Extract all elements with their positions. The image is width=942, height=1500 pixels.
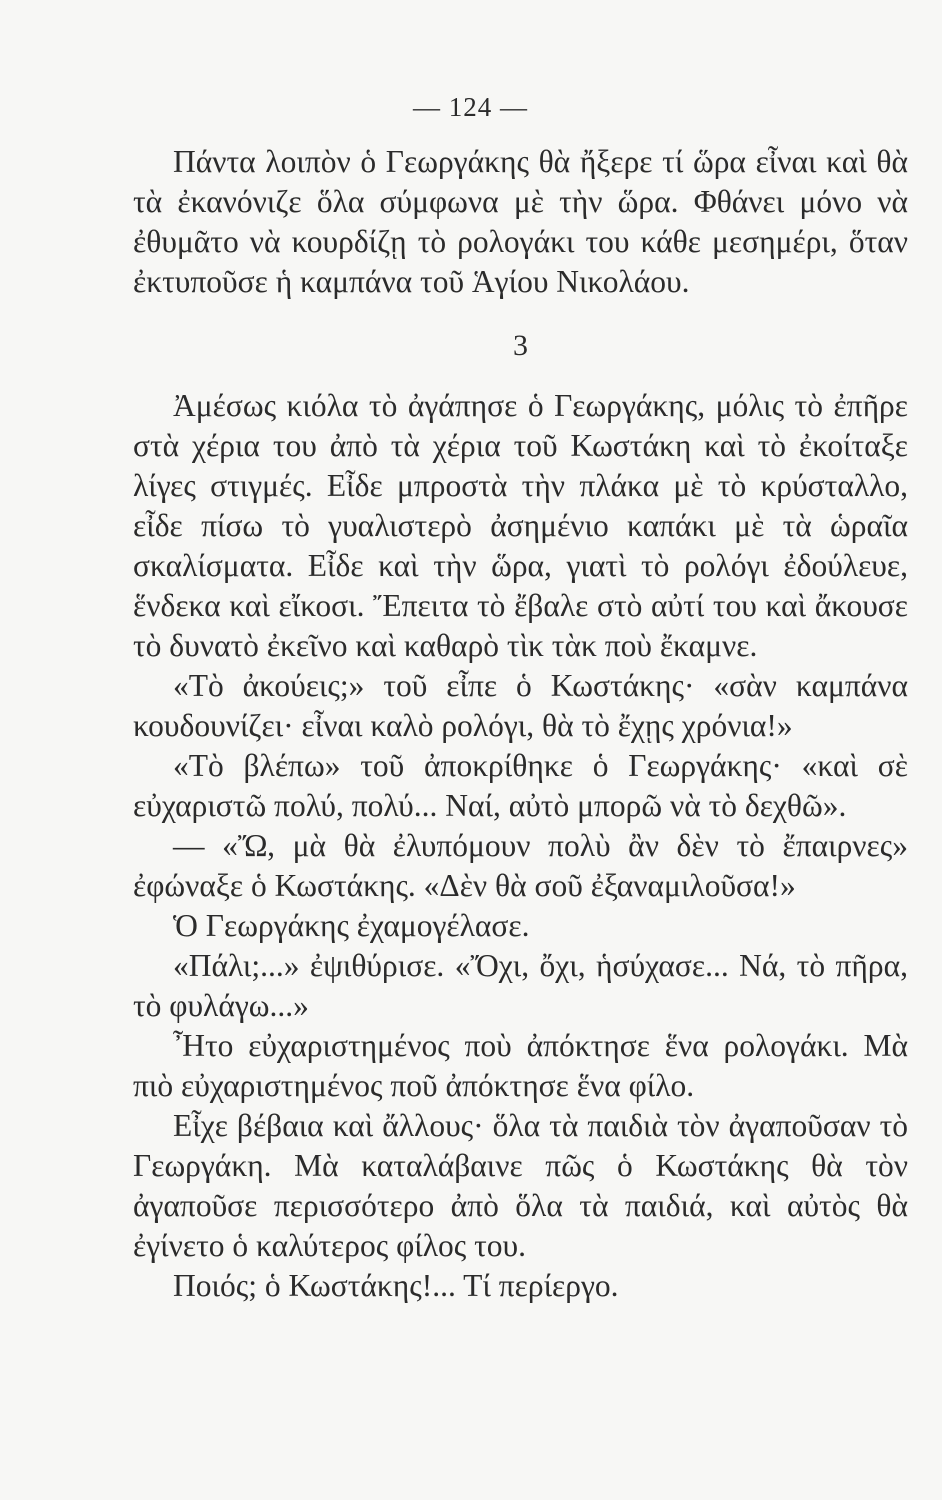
- paragraph: Εἶχε βέβαια καὶ ἄλλους· ὅλα τὰ παιδιὰ τὸν ἀγαποῦσαν τὸ Γεωργάκη. Μὰ καταλάβαινε πῶς ὁ Κωστάκης θὰ τὸν ἀγαποῦσε περισσότερο ἀπὸ ὅλα τὰ παιδιά, καὶ αὐτὸς θὰ ἐγίνετο ὁ καλύτερος φίλος του.: [133, 1108, 908, 1263]
- paragraph: Ἦτο εὐχαριστημένος ποὺ ἀπόκτησε ἕνα ρολογάκι. Μὰ πιὸ εὐχαριστημένος ποῦ ἀπόκτησε ἕνα φίλο.: [133, 1028, 908, 1103]
- paragraph: Ἀμέσως κιόλα τὸ ἀγάπησε ὁ Γεωργάκης, μόλις τὸ ἐπῆρε στὰ χέρια του ἀπὸ τὰ χέρια τοῦ Κωστάκη καὶ τὸ ἐκοίταξε λίγες στιγμές. Εἶδε μπροστὰ τὴν πλάκα μὲ τὸ κρύσταλλο, εἶδε πίσω τὸ γυαλιστερὸ ἀσημένιο καπάκι μὲ τὰ ὡραῖα σκαλίσματα. Εἶδε καὶ τὴν ὥρα, γιατὶ τὸ ρολόγι ἐδούλευε, ἕνδεκα καὶ εἴκοσι. Ἔπειτα τὸ ἔβαλε στὸ αὐτί του καὶ ἄκουσε τὸ δυνατὸ ἐκεῖνο καὶ καθαρὸ τὶκ τὰκ ποὺ ἔκαμνε.: [133, 388, 908, 663]
- paragraph: Ποιός; ὁ Κωστάκης!... Τί περίεργο.: [173, 1268, 619, 1303]
- paragraph: Ὁ Γεωργάκης ἐχαμογέλασε.: [173, 908, 530, 943]
- section-number: 3: [513, 329, 528, 362]
- paragraph: — «Ὤ, μὰ θὰ ἐλυπόμουν πολὺ ἂν δὲν τὸ ἔπαιρνες» ἐφώναξε ὁ Κωστάκης. «Δὲν θὰ σοῦ ἐξαναμιλοῦσα!»: [133, 828, 908, 903]
- text-block-after: [133, 386, 908, 1306]
- paragraph: Πάντα λοιπὸν ὁ Γεωργάκης θὰ ἤξερε τί ὥρα εἶναι καὶ θὰ τὰ ἐκανόνιζε ὅλα σύμφωνα μὲ τὴν ὥρα. Φθάνει μόνο νὰ ἐθυμᾶτο νὰ κουρδίζῃ τὸ ρολογάκι του κάθε μεσημέρι, ὅταν ἐκτυποῦσε ἡ καμπάνα τοῦ Ἁγίου Νικολάου.: [133, 144, 908, 299]
- paragraph: «Τὸ ἀκούεις;» τοῦ εἶπε ὁ Κωστάκης· «σὰν καμπάνα κουδουνίζει· εἶναι καλὸ ρολόγι, θὰ τὸ ἔχῃς χρόνια!»: [133, 668, 908, 743]
- paragraph: «Τὸ βλέπω» τοῦ ἀποκρίθηκε ὁ Γεωργάκης· «καὶ σὲ εὐχαριστῶ πολύ, πολύ... Ναί, αὐτὸ μπορῶ νὰ τὸ δεχθῶ».: [133, 748, 908, 823]
- paragraph: «Πάλι;...» ἐψιθύρισε. «Ὄχι, ὄχι, ἡσύχασε... Νά, τὸ πῆρα, τὸ φυλάγω...»: [133, 948, 908, 1023]
- page-number: — 124 —: [413, 92, 528, 122]
- text-block-before: [133, 142, 908, 302]
